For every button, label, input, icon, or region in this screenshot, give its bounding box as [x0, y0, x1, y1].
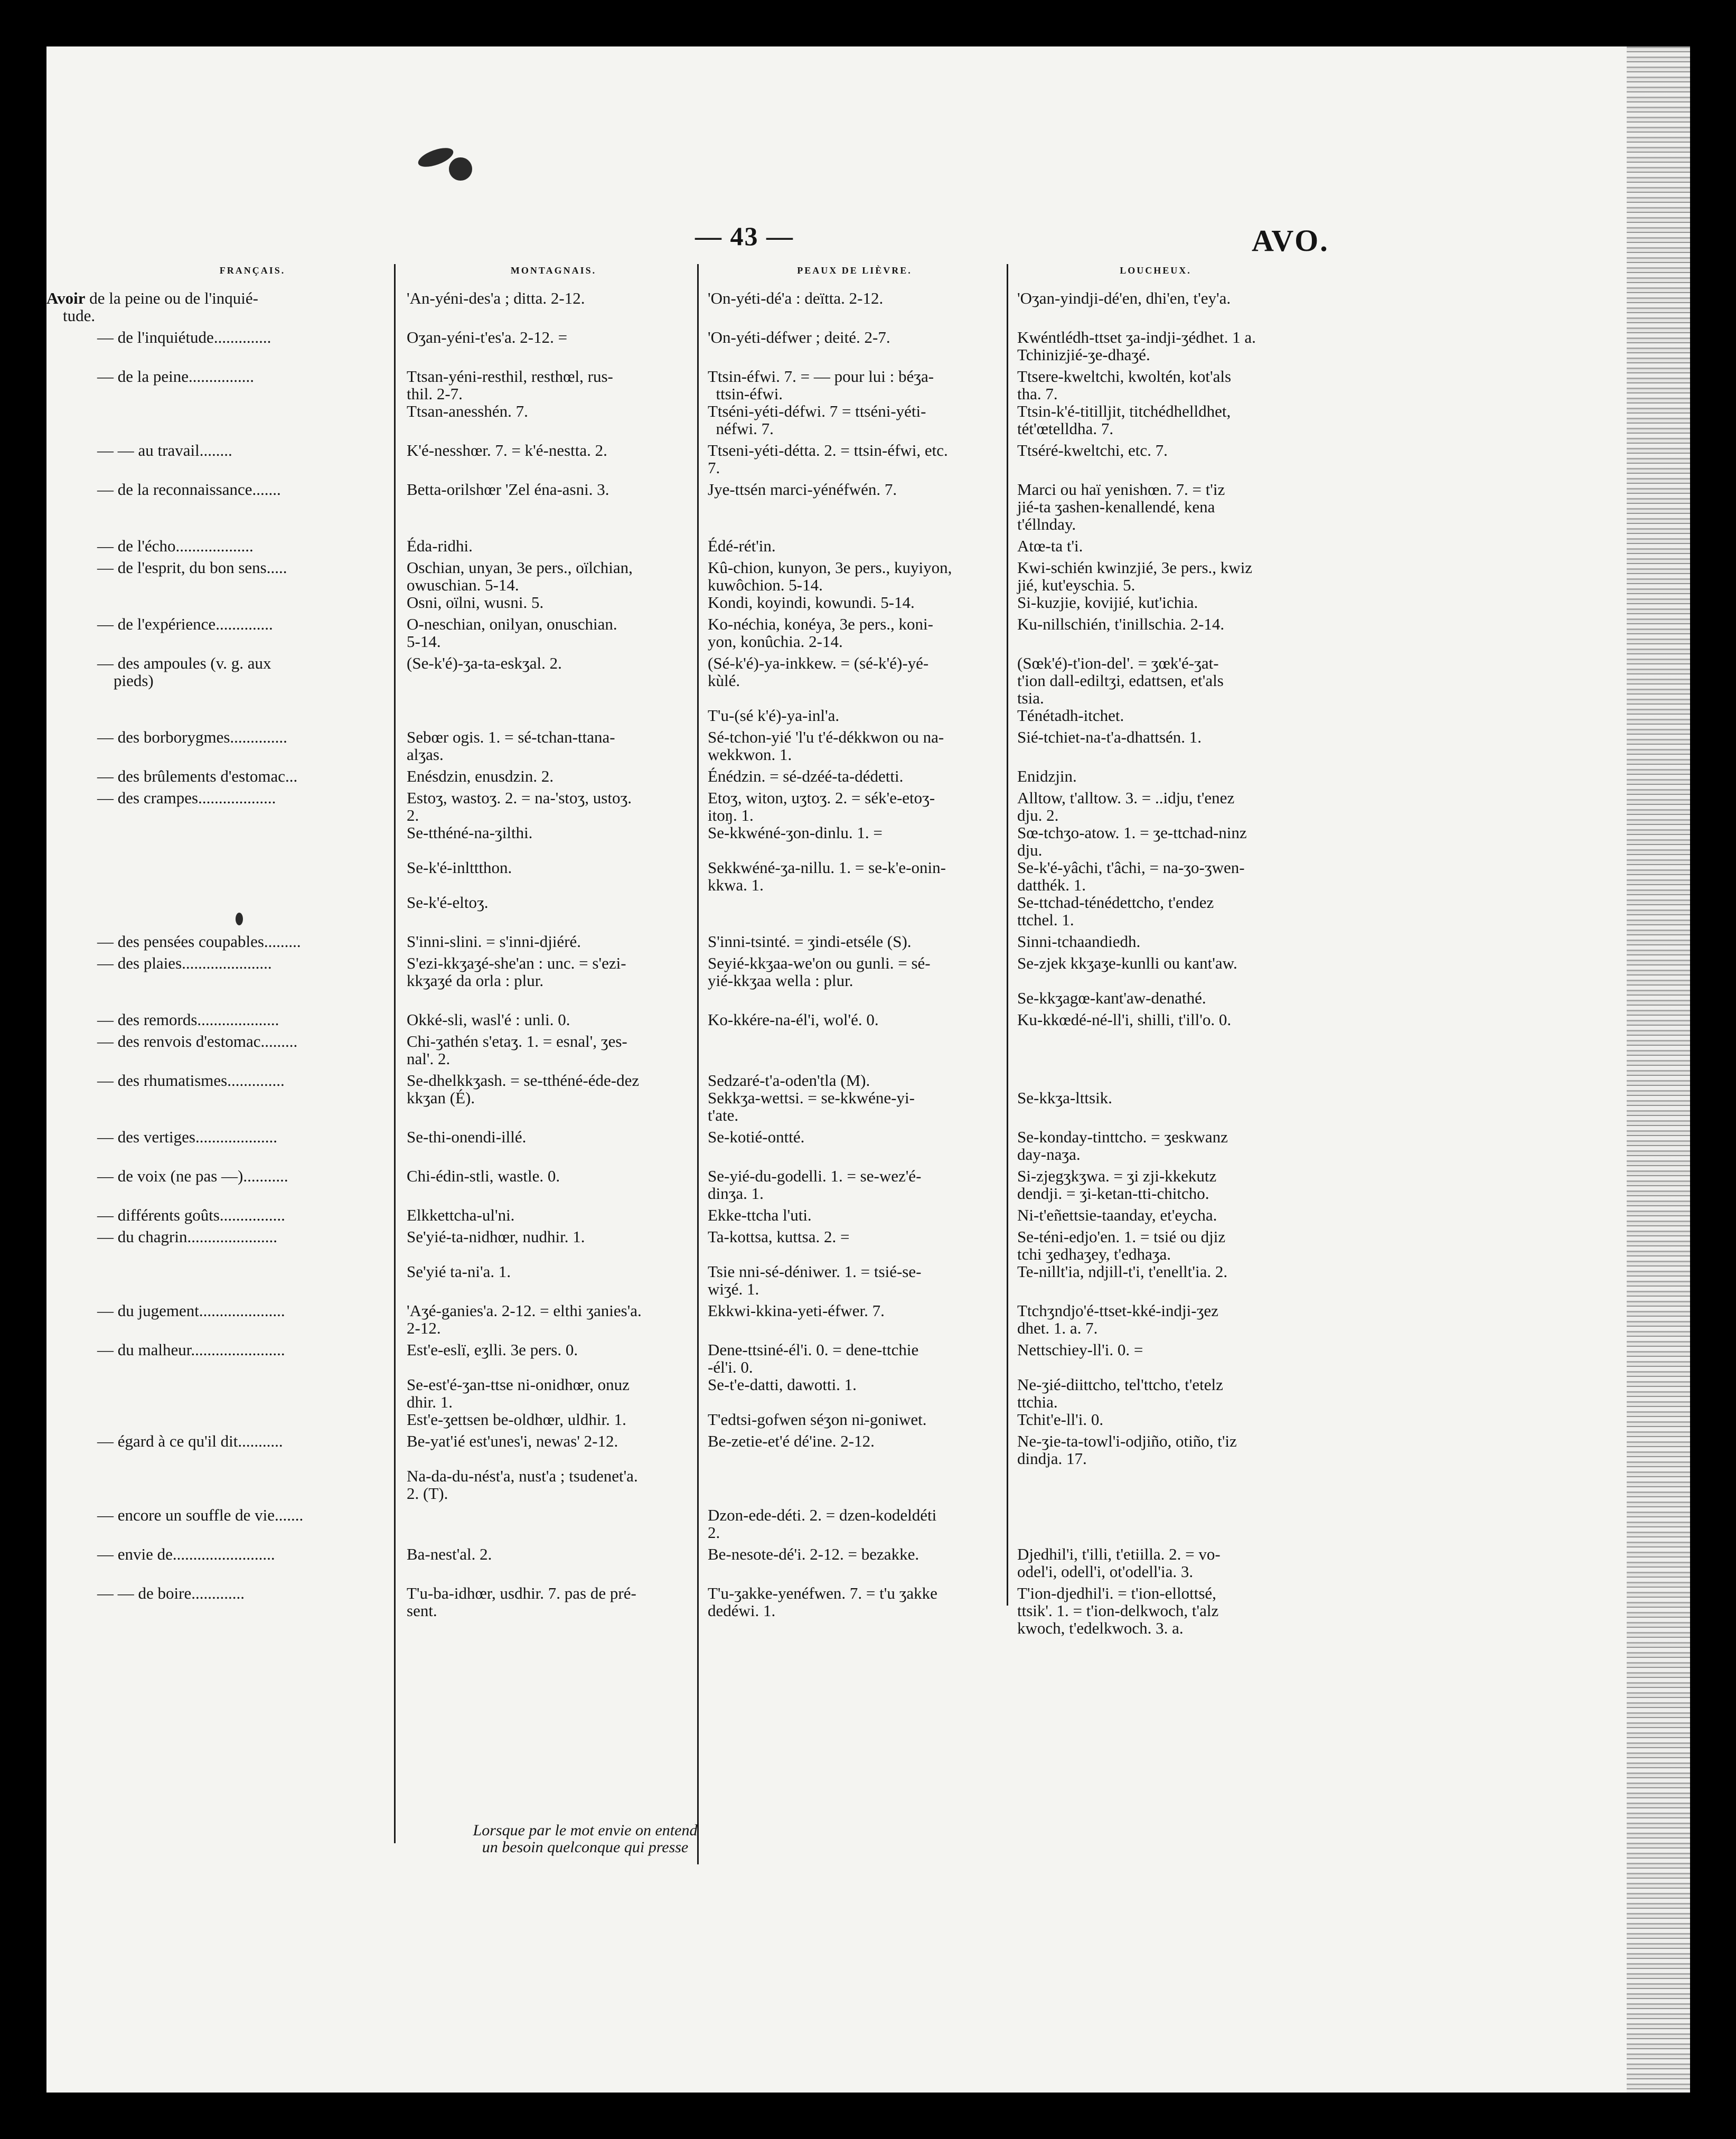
headword: Avoir: [46, 289, 86, 307]
loucheux-translation: Se-téni-edjo'en. 1. = tsié ou djiz tchi ʒedhaʒey, t'edhaʒa. Te-nillt'ia, ndjill-t'i, t'enellt'ia. 2.: [1017, 1227, 1228, 1281]
table-row: [46, 1341, 1690, 1428]
table-row: [46, 954, 1690, 1007]
peaux-de-lievre-translation: Ko-néchia, konéya, 3e pers., koni- yon, konûchia. 2-14.: [708, 615, 933, 651]
french-term-text: — des renvois d'estomac.........: [97, 1032, 298, 1050]
footnote-text: Lorsque par le mot envie on entend un besoin quelconque qui presse: [473, 1822, 698, 1856]
peaux-de-lievre-translation: Énédzin. = sé-dzéé-ta-dédetti.: [708, 767, 904, 785]
french-term: [46, 1011, 395, 1028]
peaux-de-lievre-translation: Sedzaré-t'a-oden'tla (M). Sekkʒa-wettsi. = se-kkwéne-yi- t'ate.: [708, 1071, 915, 1124]
loucheux-translation: Ku-kkœdé-né-ll'i, shilli, t'ill'o. 0.: [1017, 1010, 1232, 1029]
french-term: [46, 368, 395, 385]
montagnais-translation: Chi-ʒathén s'etaʒ. 1. = esnal', ʒes- nal'. 2.: [407, 1032, 627, 1068]
loucheux-translation: Djedhil'i, t'illi, t'etiilla. 2. = vo- odel'i, odell'i, ot'odell'ia. 3.: [1017, 1545, 1221, 1581]
montagnais-translation: S'inni-slini. = s'inni-djiéré.: [407, 932, 581, 951]
french-term: [46, 481, 395, 498]
french-term: [46, 1341, 395, 1358]
french-term-text: — de la peine................: [97, 367, 255, 386]
loucheux-translation: Ttchʒndjo'é-ttset-kké-indji-ʒez dhet. 1. a. 7.: [1017, 1301, 1218, 1337]
montagnais-translation: Elkkettcha-ul'ni.: [407, 1206, 515, 1224]
table-row: [46, 1302, 1690, 1337]
column-header-loucheux: LOUCHEUX.: [1120, 265, 1191, 276]
french-term-text: — de voix (ne pas —)...........: [97, 1167, 288, 1185]
montagnais-translation: Est'e-eslï, eʒlli. 3e pers. 0. Se-est'é-ʒan-ttse ni-onidhœr, onuz dhir. 1. Est'e-ʒettsen be-oldhœr, uldhir. 1.: [407, 1340, 630, 1429]
montagnais-translation: K'é-nesshœr. 7. = k'é-nestta. 2.: [407, 441, 607, 459]
loucheux-translation: 'Oʒan-yindji-dé'en, dhi'en, t'ey'a.: [1017, 289, 1231, 307]
montagnais-translation: T'u-ba-idhœr, usdhir. 7. pas de pré- sent.: [407, 1584, 636, 1620]
french-term-text: — encore un souffle de vie.......: [97, 1506, 304, 1524]
table-row: [46, 728, 1690, 763]
loucheux-translation: Sié-tchiet-na-t'a-dhattsén. 1.: [1017, 728, 1202, 746]
loucheux-translation: Kwi-schién kwinzjié, 3e pers., kwiz jié, kut'eyschia. 5. Si-kuzjie, kovijié, kut'ichia.: [1017, 558, 1253, 612]
montagnais-translation: Éda-ridhi.: [407, 537, 473, 555]
montagnais-translation: Betta-orilshœr 'Zel éna-asni. 3.: [407, 480, 609, 499]
french-term: [46, 289, 395, 324]
montagnais-translation: 'An-yéni-des'a ; ditta. 2-12.: [407, 289, 585, 307]
montagnais-translation: Ba-nest'al. 2.: [407, 1545, 492, 1563]
peaux-de-lievre-translation: Be-nesote-dé'i. 2-12. = bezakke.: [708, 1545, 919, 1563]
table-row: [46, 1432, 1690, 1502]
french-term-text: de la peine ou de l'inquié- tude.: [63, 289, 258, 325]
table-row: [46, 933, 1690, 950]
column-header-peaux-de-lievre: PEAUX DE LIÈVRE.: [797, 265, 912, 276]
french-term: [46, 789, 395, 806]
french-term: [46, 1167, 395, 1185]
table-row: [46, 1506, 1690, 1541]
peaux-de-lievre-translation: Ttseni-yéti-détta. 2. = ttsin-éfwi, etc. 7.: [708, 441, 948, 477]
french-term: [46, 1033, 395, 1050]
peaux-de-lievre-translation: Se-yié-du-godelli. 1. = se-wez'é- dinʒa. 1.: [708, 1167, 922, 1203]
table-row: [46, 1228, 1690, 1298]
montagnais-translation: Oschian, unyan, 3e pers., oïlchian, owuschian. 5-14. Osni, oïlni, wusni. 5.: [407, 558, 633, 612]
french-term: [46, 537, 395, 555]
peaux-de-lievre-translation: S'inni-tsinté. = ʒindi-etséle (S).: [708, 932, 912, 951]
loucheux-translation: Sinni-tchaandiedh.: [1017, 932, 1141, 951]
french-term-text: — des brûlements d'estomac...: [97, 767, 298, 785]
french-term: [46, 559, 395, 576]
loucheux-translation: Se-kkʒa-lttsik.: [1017, 1089, 1112, 1107]
peaux-de-lievre-translation: (Sé-k'é)-ya-inkkew. = (sé-k'é)-yé- kùlé. T'u-(sé k'é)-ya-inl'a.: [708, 654, 929, 725]
french-term-text: — des borborygmes..............: [97, 728, 287, 746]
montagnais-translation: (Se-k'é)-ʒa-ta-eskʒal. 2.: [407, 654, 562, 672]
document-page: [46, 46, 1690, 2093]
french-term-text: — de la reconnaissance.......: [97, 480, 281, 499]
montagnais-translation: Okké-sli, wasl'é : unli. 0.: [407, 1010, 570, 1029]
peaux-de-lievre-translation: Seyié-kkʒaa-we'on ou gunli. = sé- yié-kkʒaa wella : plur.: [708, 954, 931, 990]
loucheux-translation: Se-konday-tinttcho. = ʒeskwanz day-naʒa.: [1017, 1128, 1228, 1164]
french-term-text: — des plaies......................: [97, 954, 272, 972]
peaux-de-lievre-translation: Se-kotié-ontté.: [708, 1128, 805, 1146]
loucheux-translation: Marci ou haï yenishœn. 7. = t'iz jié-ta ʒashen-kenallendé, kena t'éllnday.: [1017, 480, 1225, 533]
scan-edge-noise: [1627, 46, 1690, 2093]
table-row: [46, 1545, 1690, 1580]
table-row: [46, 368, 1690, 437]
loucheux-translation: Ku-nillschién, t'inillschia. 2-14.: [1017, 615, 1225, 633]
french-term: [46, 329, 395, 346]
table-row: [46, 789, 1690, 928]
french-term-text: — — de boire.............: [97, 1584, 245, 1602]
montagnais-translation: O-neschian, onilyan, onuschian. 5-14.: [407, 615, 617, 651]
peaux-de-lievre-translation: Ttsin-éfwi. 7. = — pour lui : béʒa- ttsin-éfwi. Ttséni-yéti-défwi. 7 = ttséni-yéti- néfwi. 7.: [708, 367, 934, 438]
peaux-de-lievre-translation: Be-zetie-et'é dé'ine. 2-12.: [708, 1432, 875, 1450]
french-term-text: — de l'inquiétude..............: [97, 328, 271, 346]
peaux-de-lievre-translation: Ko-kkére-na-él'i, wol'é. 0.: [708, 1010, 879, 1029]
peaux-de-lievre-translation: 'On-yéti-dé'a : deïtta. 2-12.: [708, 289, 884, 307]
table-row: [46, 537, 1690, 555]
french-term: [46, 1128, 395, 1146]
french-term: [46, 1072, 395, 1089]
peaux-de-lievre-translation: Sé-tchon-yié 'l'u t'é-dékkwon ou na- wekkwon. 1.: [708, 728, 944, 764]
table-row: [46, 654, 1690, 724]
french-term-text: — égard à ce qu'il dit...........: [97, 1432, 283, 1450]
table-row: [46, 289, 1690, 324]
french-term: [46, 1206, 395, 1224]
table-row: [46, 442, 1690, 476]
french-term-text: — différents goûts................: [97, 1206, 285, 1224]
montagnais-translation: Se-thi-onendi-illé.: [407, 1128, 527, 1146]
french-term-text: — des vertiges....................: [97, 1128, 277, 1146]
column-header-montagnais: MONTAGNAIS.: [510, 265, 597, 276]
french-term: [46, 654, 395, 689]
loucheux-translation: Ni-t'eñettsie-taanday, et'eycha.: [1017, 1206, 1217, 1224]
page-number: — 43 —: [695, 221, 794, 251]
column-header-francais: FRANÇAIS.: [219, 265, 286, 276]
peaux-de-lievre-translation: Édé-rét'in.: [708, 537, 776, 555]
french-term-text: — — au travail........: [97, 441, 232, 459]
french-term-text: — des pensées coupables.........: [97, 932, 301, 951]
loucheux-translation: Ne-ʒie-ta-towl'i-odjiño, otiño, t'iz dindja. 17.: [1017, 1432, 1237, 1468]
loucheux-translation: Si-zjegʒkʒwa. = ʒi zji-kkekutz dendji. = ʒi-ketan-tti-chitcho.: [1017, 1167, 1217, 1203]
french-term: [46, 1545, 395, 1563]
french-term-text: — du malheur.......................: [97, 1340, 285, 1359]
ink-blot: [449, 157, 472, 181]
montagnais-translation: Chi-édin-stli, wastle. 0.: [407, 1167, 560, 1185]
peaux-de-lievre-translation: Etoʒ, witon, uʒtoʒ. 2. = sék'e-etoʒ- itoŋ. 1. Se-kkwéné-ʒon-dinlu. 1. = Sekkwéné-ʒa-nillu. 1. = se-k'e-onin- kkwa. 1.: [708, 789, 946, 894]
montagnais-translation: Sebœr ogis. 1. = sé-tchan-ttana- alʒas.: [407, 728, 615, 764]
loucheux-translation: T'ion-djedhil'i. = t'ion-ellottsé, ttsik'. 1. = t'ion-delkwoch, t'alz kwoch, t'edelkwoch. 3. a.: [1017, 1584, 1219, 1637]
french-term-text: — des ampoules (v. g. aux pieds): [97, 654, 271, 690]
french-term: [46, 933, 395, 950]
french-term: [46, 1302, 395, 1319]
loucheux-translation: Nettschiey-ll'i. 0. = Ne-ʒié-diittcho, tel'ttcho, t'etelz ttchia. Tchit'e-ll'i. 0.: [1017, 1340, 1223, 1429]
table-row: [46, 1033, 1690, 1067]
peaux-de-lievre-translation: Dene-ttsiné-él'i. 0. = dene-ttchie -él'i. 0. Se-t'e-datti, dawotti. 1. T'edtsi-gofwen séʒon ni-goniwet.: [708, 1340, 927, 1429]
loucheux-translation: Atœ-ta t'i.: [1017, 537, 1083, 555]
french-term-text: — du jugement.....................: [97, 1301, 285, 1320]
french-term: [46, 728, 395, 746]
montagnais-translation: Oʒan-yéni-t'es'a. 2-12. =: [407, 328, 568, 346]
peaux-de-lievre-translation: Dzon-ede-déti. 2. = dzen-kodeldéti 2.: [708, 1506, 937, 1542]
montagnais-translation: Ttsan-yéni-resthil, resthœl, rus- thil. 2-7. Ttsan-anesshén. 7.: [407, 367, 613, 420]
table-row: [46, 559, 1690, 611]
french-term-text: — du chagrin......................: [97, 1227, 277, 1246]
french-term: [46, 954, 395, 972]
montagnais-translation: 'Aʒé-ganies'a. 2-12. = elthi ʒanies'a. 2-12.: [407, 1301, 642, 1337]
loucheux-translation: Ttsere-kweltchi, kwoltén, kot'als tha. 7. Ttsin-k'é-titilljit, titchédhelldhet, tét'œtelldha. 7.: [1017, 367, 1232, 438]
table-row: [46, 1584, 1690, 1637]
table-row: [46, 1128, 1690, 1163]
french-term-text: — de l'esprit, du bon sens.....: [97, 558, 287, 577]
loucheux-translation: Ttséré-kweltchi, etc. 7.: [1017, 441, 1168, 459]
montagnais-translation: Enésdzin, enusdzin. 2.: [407, 767, 554, 785]
peaux-de-lievre-translation: Ekke-ttcha l'uti.: [708, 1206, 812, 1224]
loucheux-translation: (Sœk'é)-t'ion-del'. = ʒœk'é-ʒat- t'ion dall-ediltʒi, edattsen, et'als tsia. Ténétadh-itchet.: [1017, 654, 1224, 725]
peaux-de-lievre-translation: Ta-kottsa, kuttsa. 2. = Tsie nni-sé-déniwer. 1. = tsié-se- wiʒé. 1.: [708, 1227, 922, 1298]
peaux-de-lievre-translation: Ekkwi-kkina-yeti-éfwer. 7.: [708, 1301, 885, 1320]
loucheux-translation: Kwéntlédh-ttset ʒa-indji-ʒédhet. 1 a. Tchinizjié-ʒe-dhaʒé.: [1017, 328, 1256, 364]
montagnais-translation: Estoʒ, wastoʒ. 2. = na-'stoʒ, ustoʒ. 2. Se-tthéné-na-ʒilthi. Se-k'é-inlttthon. Se-k'é-eltoʒ.: [407, 789, 632, 912]
french-term: [46, 442, 395, 459]
french-term: [46, 767, 395, 785]
french-term: [46, 1432, 395, 1450]
montagnais-translation: Be-yat'ié est'unes'i, newas' 2-12. Na-da-du-nést'a, nust'a ; tsudenet'a. 2. (T).: [407, 1432, 638, 1503]
french-term-text: — des remords....................: [97, 1010, 279, 1029]
montagnais-translation: Se-dhelkkʒash. = se-tthéné-éde-dez kkʒan (É).: [407, 1071, 640, 1107]
table-row: [46, 615, 1690, 650]
section-heading: AVO.: [1252, 223, 1329, 258]
table-row: [46, 481, 1690, 533]
loucheux-translation: Alltow, t'alltow. 3. = ..idju, t'enez dju. 2. Sœ-tchʒo-atow. 1. = ʒe-ttchad-ninz dju. Se-k'é-yâchi, t'âchi, = na-ʒo-ʒwen- datthék. 1. Se-ttchad-ténédettcho, t'endez ttchel. 1.: [1017, 789, 1247, 929]
french-term: [46, 615, 395, 633]
french-term: [46, 1506, 395, 1524]
french-term-text: — envie de.........................: [97, 1545, 275, 1563]
peaux-de-lievre-translation: 'On-yéti-défwer ; deité. 2-7.: [708, 328, 890, 346]
loucheux-translation: Enidzjin.: [1017, 767, 1077, 785]
table-row: [46, 1206, 1690, 1224]
french-term-text: — de l'écho...................: [97, 537, 254, 555]
table-row: [46, 767, 1690, 785]
dictionary-entries: [46, 289, 1690, 1641]
table-row: [46, 1167, 1690, 1202]
french-term: [46, 1228, 395, 1245]
montagnais-translation: S'ezi-kkʒaʒé-she'an : unc. = s'ezi- kkʒaʒé da orla : plur.: [407, 954, 626, 990]
loucheux-translation: Se-zjek kkʒaʒe-kunlli ou kant'aw. Se-kkʒagœ-kant'aw-denathé.: [1017, 954, 1237, 1007]
montagnais-translation: Se'yié-ta-nidhœr, nudhir. 1. Se'yié ta-ni'a. 1.: [407, 1227, 585, 1281]
french-term-text: — des crampes...................: [97, 789, 276, 807]
french-term-text: — de l'expérience..............: [97, 615, 273, 633]
french-term-text: — des rhumatismes..............: [97, 1071, 285, 1090]
table-row: [46, 1011, 1690, 1028]
peaux-de-lievre-translation: T'u-ʒakke-yenéfwen. 7. = t'u ʒakke dedéwi. 1.: [708, 1584, 937, 1620]
table-row: [46, 1072, 1690, 1124]
table-row: [46, 329, 1690, 363]
french-term: [46, 1584, 395, 1602]
peaux-de-lievre-translation: Kû-chion, kunyon, 3e pers., kuyiyon, kuwôchion. 5-14. Kondi, koyindi, kowundi. 5-14.: [708, 558, 952, 612]
peaux-de-lievre-translation: Jye-ttsén marci-yénéfwén. 7.: [708, 480, 897, 499]
